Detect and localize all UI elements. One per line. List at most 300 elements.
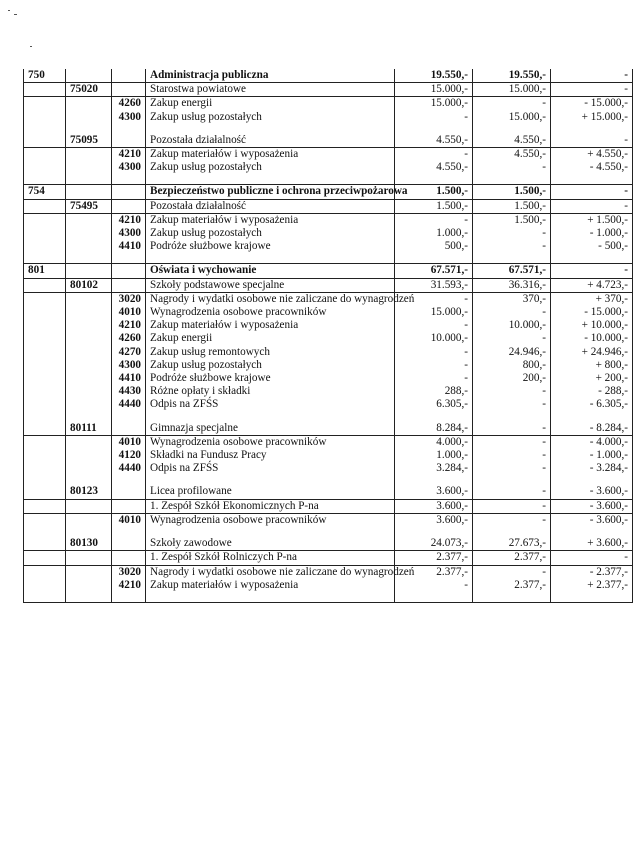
item-value-c: - 4.000,-	[551, 435, 633, 449]
item-row	[24, 359, 633, 372]
item-row	[24, 111, 633, 124]
item-row	[24, 565, 633, 579]
rozdzial-code: 75495	[66, 199, 112, 213]
item-value-b: -	[473, 565, 551, 579]
empty-cell	[112, 69, 146, 83]
empty-cell	[66, 551, 112, 565]
empty-cell	[24, 485, 66, 499]
empty-cell	[24, 134, 66, 148]
paragraf-code: 4410	[112, 240, 146, 253]
item-value-a: -	[395, 213, 473, 227]
empty-cell	[395, 592, 473, 603]
empty-cell	[112, 199, 146, 213]
empty-cell	[395, 475, 473, 485]
item-name: Podróże służbowe krajowe	[146, 240, 395, 253]
empty-cell	[112, 499, 146, 513]
chapter-value-a: 8.284,-	[395, 422, 473, 436]
item-value-a: 288,-	[395, 385, 473, 398]
section-value-b: 1.500,-	[473, 185, 551, 199]
empty-cell	[24, 398, 66, 411]
item-row	[24, 97, 633, 111]
chapter-value-c: -	[551, 199, 633, 213]
empty-cell	[473, 475, 551, 485]
dzial-code: 754	[24, 185, 66, 199]
empty-cell	[24, 319, 66, 332]
chapter-row	[24, 199, 633, 213]
chapter-value-c: + 4.723,-	[551, 278, 633, 292]
empty-cell	[66, 475, 112, 485]
subunit-value-a: 2.377,-	[395, 551, 473, 565]
item-value-a: -	[395, 372, 473, 385]
chapter-value-a: 24.073,-	[395, 537, 473, 551]
item-name: Odpis na ZFŚS	[146, 398, 395, 411]
item-value-a: -	[395, 346, 473, 359]
paragraf-code: 4260	[112, 332, 146, 345]
chapter-value-b: -	[473, 422, 551, 436]
chapter-value-c: -	[551, 83, 633, 97]
rozdzial-code: 80123	[66, 485, 112, 499]
item-name: Zakup materiałów i wyposażenia	[146, 213, 395, 227]
empty-cell	[473, 592, 551, 603]
empty-cell	[112, 124, 146, 134]
item-name: Zakup usług remontowych	[146, 346, 395, 359]
item-value-b: -	[473, 227, 551, 240]
section-row	[24, 69, 633, 83]
empty-cell	[66, 332, 112, 345]
paragraf-code: 3020	[112, 292, 146, 306]
empty-cell	[24, 462, 66, 475]
item-name: Zakup energii	[146, 332, 395, 345]
item-value-a: -	[395, 292, 473, 306]
section-value-b: 19.550,-	[473, 69, 551, 83]
chapter-value-b: 4.550,-	[473, 134, 551, 148]
empty-cell	[66, 385, 112, 398]
subunit-row	[24, 551, 633, 565]
item-value-c: + 370,-	[551, 292, 633, 306]
item-value-a: 1.000,-	[395, 227, 473, 240]
empty-cell	[24, 513, 66, 527]
empty-cell	[24, 253, 66, 264]
item-value-a: -	[395, 359, 473, 372]
chapter-value-c: -	[551, 134, 633, 148]
spacer-row	[24, 475, 633, 485]
item-value-a: 3.284,-	[395, 462, 473, 475]
paragraf-code: 4120	[112, 449, 146, 462]
subunit-value-a: 3.600,-	[395, 499, 473, 513]
empty-cell	[395, 253, 473, 264]
empty-cell	[66, 240, 112, 253]
item-row	[24, 240, 633, 253]
empty-cell	[112, 422, 146, 436]
item-value-b: 24.946,-	[473, 346, 551, 359]
chapter-row	[24, 485, 633, 499]
item-value-c: - 3.284,-	[551, 462, 633, 475]
item-name: Wynagrodzenia osobowe pracowników	[146, 513, 395, 527]
item-name: Zakup materiałów i wyposażenia	[146, 148, 395, 162]
item-value-b: -	[473, 97, 551, 111]
empty-cell	[66, 346, 112, 359]
subunit-value-c: - 3.600,-	[551, 499, 633, 513]
empty-cell	[24, 435, 66, 449]
spacer-row	[24, 592, 633, 603]
chapter-row	[24, 83, 633, 97]
empty-cell	[112, 537, 146, 551]
item-value-b: -	[473, 435, 551, 449]
empty-cell	[112, 253, 146, 264]
paragraf-code: 4270	[112, 346, 146, 359]
item-value-c: + 4.550,-	[551, 148, 633, 162]
section-row	[24, 185, 633, 199]
empty-cell	[66, 161, 112, 174]
paragraf-code: 4010	[112, 435, 146, 449]
empty-cell	[24, 227, 66, 240]
empty-cell	[24, 83, 66, 97]
empty-cell	[66, 398, 112, 411]
item-value-c: - 1.000,-	[551, 227, 633, 240]
empty-cell	[395, 412, 473, 422]
scan-speck	[30, 46, 32, 47]
empty-cell	[146, 253, 395, 264]
paragraf-code: 4300	[112, 227, 146, 240]
empty-cell	[146, 124, 395, 134]
item-value-a: 6.305,-	[395, 398, 473, 411]
chapter-name: Licea profilowane	[146, 485, 395, 499]
item-value-a: -	[395, 111, 473, 124]
empty-cell	[24, 332, 66, 345]
empty-cell	[24, 499, 66, 513]
item-value-b: 4.550,-	[473, 148, 551, 162]
empty-cell	[112, 83, 146, 97]
empty-cell	[24, 579, 66, 592]
empty-cell	[473, 174, 551, 185]
chapter-name: Szkoły zawodowe	[146, 537, 395, 551]
section-value-a: 67.571,-	[395, 264, 473, 278]
chapter-row	[24, 278, 633, 292]
empty-cell	[146, 527, 395, 537]
empty-cell	[66, 372, 112, 385]
empty-cell	[24, 527, 66, 537]
empty-cell	[24, 565, 66, 579]
item-row	[24, 346, 633, 359]
dzial-code: 750	[24, 69, 66, 83]
section-value-a: 19.550,-	[395, 69, 473, 83]
item-value-b: -	[473, 398, 551, 411]
empty-cell	[146, 174, 395, 185]
item-row	[24, 227, 633, 240]
empty-cell	[551, 475, 633, 485]
spacer-row	[24, 412, 633, 422]
chapter-value-a: 15.000,-	[395, 83, 473, 97]
item-name: Zakup usług pozostałych	[146, 227, 395, 240]
empty-cell	[24, 551, 66, 565]
empty-cell	[24, 174, 66, 185]
item-row	[24, 385, 633, 398]
item-value-b: 1.500,-	[473, 213, 551, 227]
chapter-value-a: 31.593,-	[395, 278, 473, 292]
empty-cell	[473, 253, 551, 264]
item-name: Nagrody i wydatki osobowe nie zaliczane do wynagrodzeń	[146, 292, 395, 306]
empty-cell	[66, 69, 112, 83]
empty-cell	[66, 264, 112, 278]
item-row	[24, 435, 633, 449]
chapter-name: Pozostała działalność	[146, 134, 395, 148]
rozdzial-code: 80111	[66, 422, 112, 436]
empty-cell	[24, 111, 66, 124]
empty-cell	[24, 292, 66, 306]
item-value-c: + 1.500,-	[551, 213, 633, 227]
paragraf-code: 4300	[112, 359, 146, 372]
spacer-row	[24, 174, 633, 185]
item-value-c: + 2.377,-	[551, 579, 633, 592]
empty-cell	[24, 372, 66, 385]
item-row	[24, 319, 633, 332]
chapter-row	[24, 134, 633, 148]
spacer-row	[24, 253, 633, 264]
chapter-row	[24, 422, 633, 436]
empty-cell	[24, 412, 66, 422]
empty-cell	[24, 475, 66, 485]
item-value-c: - 10.000,-	[551, 332, 633, 345]
item-value-a: 1.000,-	[395, 449, 473, 462]
empty-cell	[24, 422, 66, 436]
paragraf-code: 4430	[112, 385, 146, 398]
item-row	[24, 332, 633, 345]
chapter-value-b: 15.000,-	[473, 83, 551, 97]
spacer-row	[24, 527, 633, 537]
item-value-c: + 15.000,-	[551, 111, 633, 124]
scan-speck	[14, 14, 17, 15]
empty-cell	[24, 148, 66, 162]
section-value-c: -	[551, 264, 633, 278]
item-name: Zakup materiałów i wyposażenia	[146, 319, 395, 332]
item-value-c: - 15.000,-	[551, 306, 633, 319]
empty-cell	[24, 346, 66, 359]
item-value-c: + 200,-	[551, 372, 633, 385]
item-name: Wynagrodzenia osobowe pracowników	[146, 435, 395, 449]
chapter-name: Szkoły podstawowe specjalne	[146, 278, 395, 292]
paragraf-code: 4210	[112, 148, 146, 162]
item-name: Zakup usług pozostałych	[146, 161, 395, 174]
section-title: Bezpieczeństwo publiczne i ochrona przeciwpożarowa	[146, 185, 395, 199]
item-value-b: 15.000,-	[473, 111, 551, 124]
item-value-c: - 3.600,-	[551, 513, 633, 527]
empty-cell	[24, 306, 66, 319]
item-value-a: 2.377,-	[395, 565, 473, 579]
empty-cell	[24, 278, 66, 292]
spacer-row	[24, 124, 633, 134]
empty-cell	[112, 134, 146, 148]
chapter-value-c: - 8.284,-	[551, 422, 633, 436]
empty-cell	[112, 412, 146, 422]
item-value-a: -	[395, 579, 473, 592]
empty-cell	[24, 449, 66, 462]
chapter-row	[24, 537, 633, 551]
subunit-row	[24, 499, 633, 513]
item-value-a: 15.000,-	[395, 306, 473, 319]
section-value-b: 67.571,-	[473, 264, 551, 278]
item-row	[24, 513, 633, 527]
item-value-c: - 288,-	[551, 385, 633, 398]
item-value-b: 10.000,-	[473, 319, 551, 332]
empty-cell	[24, 240, 66, 253]
chapter-value-b: 27.673,-	[473, 537, 551, 551]
empty-cell	[473, 124, 551, 134]
empty-cell	[112, 527, 146, 537]
empty-cell	[66, 306, 112, 319]
item-value-c: - 6.305,-	[551, 398, 633, 411]
scan-speck	[8, 10, 10, 11]
subunit-value-c: -	[551, 551, 633, 565]
item-value-b: -	[473, 240, 551, 253]
empty-cell	[66, 227, 112, 240]
paragraf-code: 4260	[112, 97, 146, 111]
item-row	[24, 579, 633, 592]
chapter-value-a: 3.600,-	[395, 485, 473, 499]
chapter-name: Starostwa powiatowe	[146, 83, 395, 97]
item-value-b: -	[473, 513, 551, 527]
empty-cell	[112, 485, 146, 499]
budget-table-body	[24, 69, 633, 602]
item-row	[24, 449, 633, 462]
chapter-value-a: 1.500,-	[395, 199, 473, 213]
section-title: Oświata i wychowanie	[146, 264, 395, 278]
empty-cell	[146, 412, 395, 422]
item-name: Zakup usług pozostałych	[146, 359, 395, 372]
empty-cell	[66, 174, 112, 185]
section-value-a: 1.500,-	[395, 185, 473, 199]
empty-cell	[66, 435, 112, 449]
empty-cell	[66, 565, 112, 579]
paragraf-code: 4410	[112, 372, 146, 385]
paragraf-code: 4440	[112, 398, 146, 411]
item-name: Zakup energii	[146, 97, 395, 111]
budget-table	[23, 69, 633, 603]
subunit-value-b: 2.377,-	[473, 551, 551, 565]
chapter-value-c: + 3.600,-	[551, 537, 633, 551]
empty-cell	[551, 253, 633, 264]
empty-cell	[66, 148, 112, 162]
item-value-a: 4.550,-	[395, 161, 473, 174]
empty-cell	[66, 253, 112, 264]
item-value-c: - 2.377,-	[551, 565, 633, 579]
empty-cell	[24, 213, 66, 227]
empty-cell	[66, 412, 112, 422]
item-row	[24, 462, 633, 475]
empty-cell	[551, 412, 633, 422]
paragraf-code: 4210	[112, 319, 146, 332]
section-row	[24, 264, 633, 278]
empty-cell	[112, 264, 146, 278]
empty-cell	[473, 412, 551, 422]
item-value-b: -	[473, 462, 551, 475]
empty-cell	[551, 527, 633, 537]
chapter-value-a: 4.550,-	[395, 134, 473, 148]
subunit-name: 1. Zespół Szkół Ekonomicznych P-na	[146, 499, 395, 513]
empty-cell	[112, 278, 146, 292]
empty-cell	[551, 174, 633, 185]
item-value-a: -	[395, 148, 473, 162]
empty-cell	[112, 551, 146, 565]
empty-cell	[66, 499, 112, 513]
empty-cell	[66, 185, 112, 199]
item-row	[24, 292, 633, 306]
item-value-b: -	[473, 449, 551, 462]
empty-cell	[24, 592, 66, 603]
dzial-code: 801	[24, 264, 66, 278]
item-value-b: -	[473, 332, 551, 345]
item-row	[24, 161, 633, 174]
rozdzial-code: 75095	[66, 134, 112, 148]
empty-cell	[24, 97, 66, 111]
empty-cell	[66, 527, 112, 537]
item-value-c: + 10.000,-	[551, 319, 633, 332]
empty-cell	[24, 124, 66, 134]
paragraf-code: 3020	[112, 565, 146, 579]
paragraf-code: 4440	[112, 462, 146, 475]
item-value-b: 2.377,-	[473, 579, 551, 592]
paragraf-code: 4210	[112, 579, 146, 592]
item-value-a: 500,-	[395, 240, 473, 253]
empty-cell	[66, 449, 112, 462]
empty-cell	[66, 111, 112, 124]
item-value-a: -	[395, 319, 473, 332]
empty-cell	[66, 319, 112, 332]
empty-cell	[66, 513, 112, 527]
item-row	[24, 148, 633, 162]
item-row	[24, 213, 633, 227]
empty-cell	[112, 174, 146, 185]
item-value-c: - 500,-	[551, 240, 633, 253]
item-name: Nagrody i wydatki osobowe nie zaliczane do wynagrodzeń	[146, 565, 395, 579]
empty-cell	[395, 174, 473, 185]
empty-cell	[395, 124, 473, 134]
item-name: Wynagrodzenia osobowe pracowników	[146, 306, 395, 319]
paragraf-code: 4300	[112, 111, 146, 124]
item-value-c: + 800,-	[551, 359, 633, 372]
item-name: Odpis na ZFŚS	[146, 462, 395, 475]
rozdzial-code: 80130	[66, 537, 112, 551]
empty-cell	[24, 537, 66, 551]
chapter-value-b: 1.500,-	[473, 199, 551, 213]
empty-cell	[551, 124, 633, 134]
chapter-value-b: -	[473, 485, 551, 499]
section-value-c: -	[551, 185, 633, 199]
empty-cell	[146, 475, 395, 485]
empty-cell	[66, 292, 112, 306]
empty-cell	[146, 592, 395, 603]
item-name: Różne opłaty i składki	[146, 385, 395, 398]
empty-cell	[112, 475, 146, 485]
item-value-a: 10.000,-	[395, 332, 473, 345]
item-value-b: -	[473, 161, 551, 174]
paragraf-code: 4210	[112, 213, 146, 227]
section-value-c: -	[551, 69, 633, 83]
paragraf-code: 4010	[112, 306, 146, 319]
item-value-b: 200,-	[473, 372, 551, 385]
empty-cell	[66, 462, 112, 475]
chapter-value-c: - 3.600,-	[551, 485, 633, 499]
item-value-c: - 4.550,-	[551, 161, 633, 174]
item-name: Składki na Fundusz Pracy	[146, 449, 395, 462]
item-name: Zakup materiałów i wyposażenia	[146, 579, 395, 592]
item-value-b: -	[473, 306, 551, 319]
empty-cell	[66, 124, 112, 134]
item-row	[24, 398, 633, 411]
empty-cell	[66, 213, 112, 227]
empty-cell	[24, 199, 66, 213]
empty-cell	[66, 579, 112, 592]
item-name: Zakup usług pozostałych	[146, 111, 395, 124]
